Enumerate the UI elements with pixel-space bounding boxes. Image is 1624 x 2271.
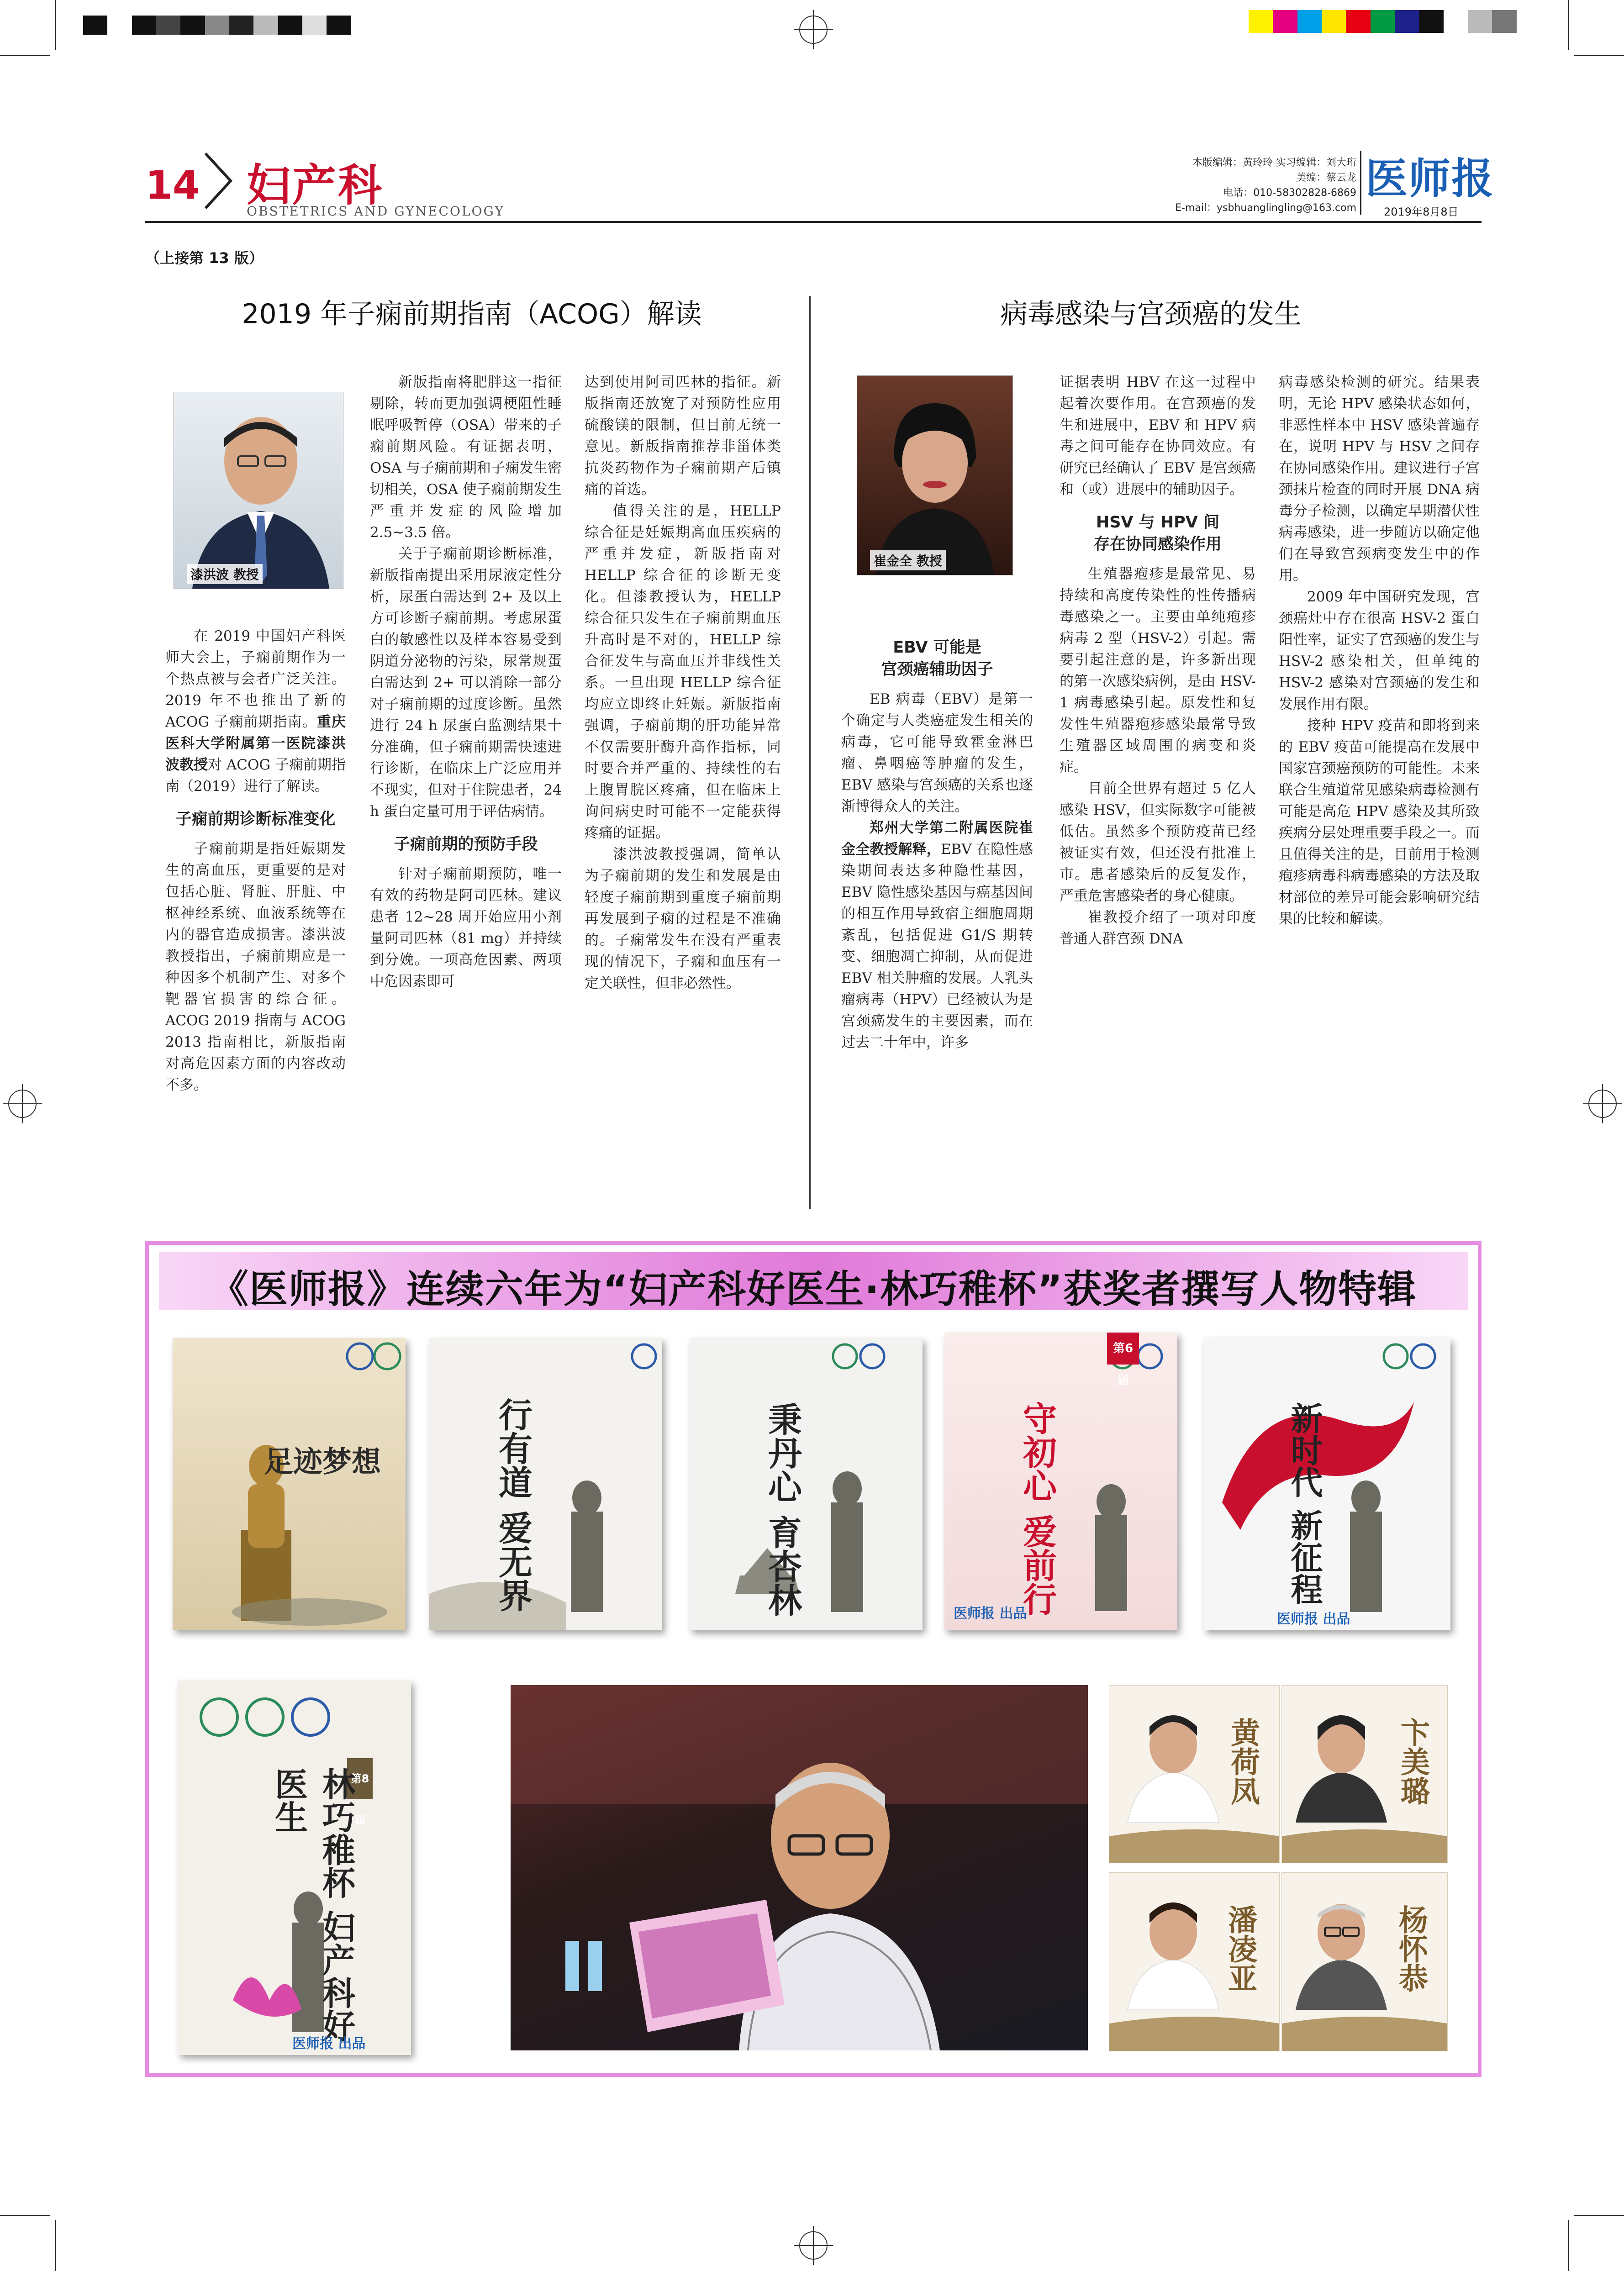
paragraph: 漆洪波教授强调，简单认为子痫前期的发生和发展是由轻度子痫前期到重度子痫前期再发展到子痫的过程是不准确的。子痫常发生在没有严重表现的情况下，子痫和血压有一定关联性，但非必然性。	[585, 846, 781, 991]
profile-card[interactable]	[1281, 1685, 1448, 1863]
credit-line: 本版编辑：黄玲玲 实习编辑：刘大珩	[1192, 157, 1356, 169]
registration-color-strip	[1249, 10, 1541, 33]
edition-badge: 第8届	[347, 1758, 373, 1799]
paragraph: 病毒感染检测的研究。结果表明，无论 HPV 感染状态如何，非恶性样本中 HSV 感染普遍存在，说明 HPV 与 HSV 之间存在协同感染作用。建议进行子宫颈抹片检查的同时开展 DNA 病毒分子检测，以确定早期潜伏性病毒感染，进一步随访以确定他们在导致宫颈病变发生中的作用。	[1279, 374, 1480, 584]
article1-column2	[370, 372, 562, 992]
paragraph: 新版指南将肥胖这一指征剔除，转而更加强调梗阻性睡眠呼吸暂停（OSA）带来的子痫前期风险。有证据表明，OSA 与子痫前期和子痫发生密切相关，OSA 使子痫前期发生严重并发症的风险增加 2.5~3.5 倍。	[370, 374, 562, 541]
special-issue-cover[interactable]	[178, 1681, 411, 2055]
photo-image	[511, 1685, 1088, 2050]
column-divider	[809, 296, 811, 1209]
cover-title: 秉丹心 育杏林	[763, 1402, 802, 1617]
special-issue-cover[interactable]	[1204, 1338, 1450, 1630]
paragraph: 对 ACOG 子痫前期指南（2019）进行了解读。	[165, 757, 346, 795]
paragraph: 针对子痫前期预防，唯一有效的药物是阿司匹林。建议患者 12~28 周开始应用小剂量阿司匹林（81 mg）并持续到分娩。一项高危因素、两项中危因素即可	[370, 866, 562, 990]
expert-affiliation: 郑州大学第二附属医院崔金全教授解释，	[841, 820, 1033, 858]
cover-title: 新时代 新征程	[1286, 1402, 1323, 1605]
article1-author-photo	[174, 392, 343, 589]
paragraph: 关于子痫前期诊断标准，新版指南提出采用尿液定性分析，尿蛋白需达到 2+ 及以上方可诊断子痫前期。考虑尿蛋白的敏感性以及样本容易受到阴道分泌物的污染，尿常规蛋白需达到 2+ 可以消除一部分对子痫前期的过度诊断。虽然进行 24 h 尿蛋白监测结果十分准确，但子痫前期需快速进行诊断，在临床上广泛应用并不现实，但对于住院患者，24 h 蛋白定量可用于评估病情。	[370, 546, 562, 820]
article2-subheading: EBV 可能是 宫颈癌辅助因子	[881, 638, 993, 679]
paragraph: 达到使用阿司匹林的指征。新版指南还放宽了对预防性应用硫酸镁的限制，但目前无统一意见。新版指南推荐非甾体类抗炎药物作为子痫前期产后镇痛的首选。	[585, 374, 781, 498]
paragraph: 子痫前期是指妊娠期发生的高血压，更重要的是对包括心脏、肾脏、肝脏、中枢神经系统、血液系统等在内的器官造成损害。漆洪波教授指出，子痫前期应是一种因多个机制产生、对多个靶器官损害的综合征。ACOG 2019 指南与 ACOG 2013 指南相比，新版指南对高危因素方面的内容改动不多。	[165, 841, 346, 1093]
brand-divider	[1360, 151, 1361, 215]
cover-title: 林巧稚杯 妇产科好医生	[269, 1767, 356, 2042]
article2-title: 病毒感染与宫颈癌的发生	[1000, 298, 1302, 330]
crop-mark	[1568, 0, 1569, 50]
registration-grayscale-strip	[83, 16, 375, 35]
expert-affiliation: 重庆医科大学附属第一医院漆洪波教授	[165, 714, 346, 773]
special-issue-cover[interactable]	[690, 1338, 923, 1630]
registration-mark-top	[799, 16, 828, 44]
portrait-image	[857, 376, 1012, 575]
special-issue-cover[interactable]	[173, 1338, 406, 1630]
paragraph: 2009 年中国研究发现，宫颈癌灶中存在很高 HSV-2 蛋白阳性率，证实了宫颈癌的发生与 HSV-2 感染相关，但单纯的 HSV-2 感染对宫颈癌的发生和发展作用有限。	[1279, 589, 1480, 712]
event-photo	[511, 1685, 1088, 2050]
profile-name: 黄荷凤	[1226, 1718, 1260, 1805]
credit-line: 电话：010-58302828-6869	[1223, 187, 1356, 199]
issue-date: 2019年8月8日	[1384, 205, 1459, 218]
article2-subheading: HSV 与 HPV 间 存在协同感染作用	[1093, 513, 1222, 553]
article1-column3	[585, 372, 781, 994]
chevron-right-icon	[201, 149, 237, 213]
section-subtitle: OBSTETRICS AND GYNECOLOGY	[247, 204, 505, 219]
special-issue-cover[interactable]	[429, 1338, 662, 1630]
header-rule	[145, 221, 1482, 223]
photo-caption: 漆洪波 教授	[187, 564, 263, 584]
paragraph: 在 2019 中国妇产科医师大会上，子痫前期作为一个热点被与会者广泛关注。2019 年不也推出了新的ACOG 子痫前期指南。	[165, 628, 346, 730]
paragraph: 生殖器疱疹是最常见、易持续和高度传染性的性传播病毒感染之一。主要由单纯疱疹病毒 2 型（HSV-2）引起。需要引起注意的是，许多新出现的第一次感染病例，是由 HSV-1 病毒感染引起。原发性和复发性生殖器疱疹感染最常导致生殖器区域周围的病变和炎症。	[1060, 566, 1256, 775]
feature-title: 《医师报》连续六年为“妇产科好医生·林巧稚杯”获奖者撰写人物特辑	[210, 1267, 1417, 1312]
article1-column1	[165, 626, 346, 1096]
portrait-image	[174, 392, 343, 589]
publisher-mark: 医师报 出品	[954, 1606, 1027, 1622]
article1-subheading: 子痫前期的预防手段	[394, 835, 538, 854]
crop-mark	[55, 0, 56, 50]
profile-name: 卞美璐	[1396, 1718, 1430, 1805]
credit-line: E-mail：ysbhuanglingling@163.com	[1175, 202, 1356, 214]
paragraph: 证据表明 HBV 在这一过程中起着次要作用。在宫颈癌的发生和进展中，EBV 和 HPV 病毒之间可能存在协同效应。有研究已经确认了 EBV 是宫颈癌和（或）进展中的辅助因子。	[1060, 374, 1256, 498]
publisher-mark: 医师报 出品	[292, 2036, 366, 2052]
edition-badge: 第6届	[1107, 1333, 1139, 1365]
article2-column3	[1279, 372, 1480, 930]
registration-mark-bottom	[799, 2231, 828, 2260]
profile-name: 杨怀恭	[1394, 1905, 1428, 1992]
crop-mark	[1574, 2215, 1624, 2216]
registration-mark-left	[8, 1090, 37, 1118]
article2-column2	[1060, 372, 1256, 950]
article2-author-photo	[857, 375, 1013, 575]
cover-title: 行有道 爱无界	[493, 1397, 533, 1612]
publisher-mark: 医师报 出品	[1277, 1611, 1350, 1627]
special-issue-cover[interactable]	[944, 1333, 1177, 1630]
article1-subheading: 子痫前期诊断标准变化	[175, 810, 336, 828]
crop-mark	[55, 2220, 56, 2271]
paragraph: 崔教授介绍了一项对印度普通人群宫颈 DNA	[1060, 909, 1256, 947]
paragraph: EB 病毒（EBV）是第一个确定与人类癌症发生相关的病毒，它可能导致霍金淋巴瘤、鼻咽癌等肿瘤的发生，EBV 感染与宫颈癌的关系也逐渐博得众人的关注。	[841, 691, 1033, 815]
profile-name: 潘凌亚	[1223, 1905, 1257, 1992]
continued-note: （上接第 13 版）	[145, 249, 264, 267]
paragraph: 值得关注的是，HELLP 综合征是妊娠期高血压疾病的严重并发症，新版指南对 HELLP 综合征的诊断无变化。但漆教授认为，HELLP 综合征只发生在子痫前期血压升高时是不对的，HELLP 综合征发生与高血压并非线性关系。一旦出现 HELLP 综合征均应立即终止妊娠。新版指南强调，子痫前期的肝功能异常不仅需要肝酶升高作指标，同时要合并严重的、持续性的右上腹胃脘区疼痛，但在临床上询问病史时可能不一定能获得疼痛的证据。	[585, 503, 781, 841]
crop-mark	[0, 55, 50, 56]
credit-line: 美编：蔡云龙	[1296, 172, 1356, 184]
paragraph: 接种 HPV 疫苗和即将到来的 EBV 疫苗可能提高在发展中国家宫颈癌预防的可能性。未来联合生殖道常见感染病毒检测有可能是高危 HPV 感染及其所致疾病分层处理重要手段之一。而且值得关注的是，目前用于检测疱疹病毒科病毒感染的方法及取材部位的差异可能会影响研究结果的比较和解读。	[1279, 717, 1480, 927]
cover-title: 守初心 爱前行	[1018, 1401, 1057, 1616]
profile-card[interactable]	[1281, 1872, 1448, 2051]
profile-card[interactable]	[1109, 1872, 1280, 2051]
cover-title: 足迹梦想	[264, 1445, 381, 1479]
paragraph: EBV 在隐性感染期间表达多种隐性基因，EBV 隐性感染基因与癌基因间的相互作用导致宿主细胞周期紊乱，包括促进 G1/S 期转变、细胞凋亡抑制，从而促进 EBV 相关肿瘤的发展。人乳头瘤病毒（HPV）已经被认为是宫颈癌发生的主要因素，而在过去二十年中，许多	[841, 841, 1033, 1051]
editor-credits	[1165, 155, 1356, 216]
paragraph: 目前全世界有超过 5 亿人感染 HSV，但实际数字可能被低估。虽然多个预防疫苗已经被证实有效，但还没有批准上市。患者感染后的反复发作，严重危害感染者的身心健康。	[1060, 780, 1256, 904]
registration-mark-right	[1588, 1090, 1617, 1118]
article1-title: 2019 年子痫前期指南（ACOG）解读	[242, 298, 702, 330]
crop-mark	[0, 2215, 50, 2216]
page-number: 14	[145, 163, 200, 208]
crop-mark	[1568, 2220, 1569, 2271]
article2-column1	[841, 626, 1033, 1054]
profile-card[interactable]	[1109, 1685, 1280, 1863]
newspaper-brand: 医师报	[1366, 154, 1495, 203]
cover-illustration	[429, 1338, 662, 1630]
cover-illustration	[173, 1338, 406, 1630]
section-title: 妇产科	[247, 160, 384, 211]
crop-mark	[1574, 55, 1624, 56]
photo-caption: 崔金全 教授	[870, 550, 946, 570]
